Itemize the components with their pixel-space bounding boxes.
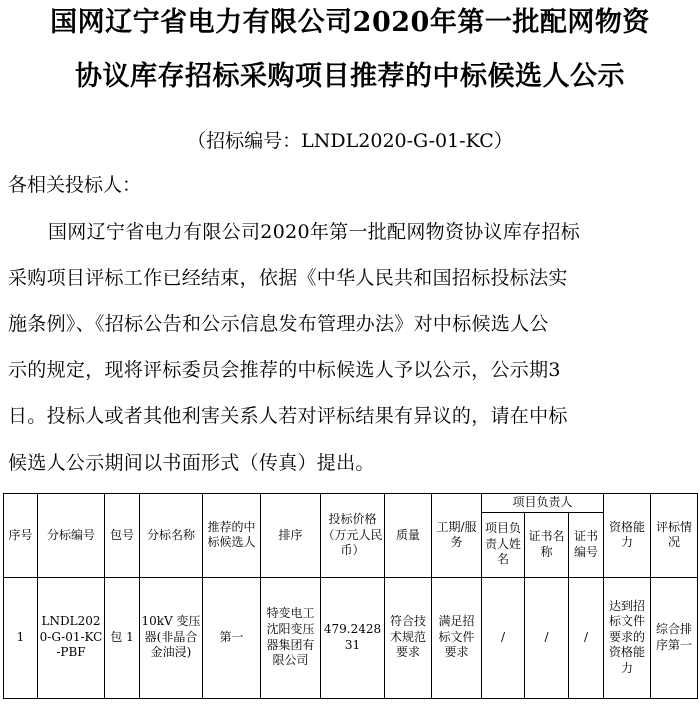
table-row [4, 577, 698, 698]
cell-evaluation: 综合排序第一 [651, 577, 698, 698]
cell-cert-no: / [569, 577, 604, 698]
header-seq: 序号 [4, 494, 38, 578]
header-lot-no: 分标编号 [38, 494, 105, 578]
header-price: 投标价格（万元人民币） [321, 494, 385, 578]
header-row [4, 494, 698, 513]
salutation: 各相关投标人： [8, 174, 142, 196]
body-line-1: 国网辽宁省电力有限公司2020年第一批配网物资协议库存招标 [48, 221, 581, 243]
cell-seq: 1 [4, 577, 38, 698]
cell-rank: 特变电工沈阳变压器集团有限公司 [261, 577, 321, 698]
header-cert-name: 证书名称 [525, 512, 569, 577]
header-qualification: 资格能力 [604, 494, 651, 578]
header-period: 工期/服务 [432, 494, 482, 578]
header-cert-no: 证书编号 [569, 512, 604, 577]
header-pm-name: 项目负责人姓名 [482, 512, 525, 577]
notice-title-line-1: 国网辽宁省电力有限公司2020年第一批配网物资 [50, 7, 650, 38]
tender-number: （招标编号：LNDL2020-G-01-KC） [187, 130, 513, 152]
header-candidate: 推荐的中标候选人 [203, 494, 261, 578]
header-rank: 排序 [261, 494, 321, 578]
body-line-3: 施条例》、《招标公告和公示信息发布管理办法》对中标候选人公 [8, 313, 549, 335]
cell-cert-name: / [525, 577, 569, 698]
cell-qualification: 达到招标文件要求的资格能力 [604, 577, 651, 698]
body-line-2: 采购项目评标工作已经结束，依据《中华人民共和国招标投标法实 [8, 267, 568, 289]
cell-pkg: 包 1 [105, 577, 140, 698]
header-quality: 质量 [385, 494, 432, 578]
body-line-4: 示的规定，现将评标委员会推荐的中标候选人予以公示，公示期3 [8, 359, 561, 381]
header-evaluation: 评标情况 [651, 494, 698, 578]
cell-pm-name: / [482, 577, 525, 698]
cell-period: 满足招标文件要求 [432, 577, 482, 698]
header-project-manager: 项目负责人 [482, 494, 604, 513]
header-pkg: 包号 [105, 494, 140, 578]
cell-quality: 符合技术规范要求 [385, 577, 432, 698]
body-line-6: 候选人公示期间以书面形式（传真）提出。 [8, 452, 375, 474]
candidate-table [3, 493, 698, 699]
cell-lot-no: LNDL2020-G-01-KC-PBF [38, 577, 105, 698]
body-line-5: 日。投标人或者其他利害关系人若对评标结果有异议的，请在中标 [8, 405, 568, 427]
cell-lot-name: 10kV 变压器(非晶合金油浸) [140, 577, 203, 698]
cell-price: 479.242831 [321, 577, 385, 698]
cell-candidate: 第一 [203, 577, 261, 698]
header-lot-name: 分标名称 [140, 494, 203, 578]
notice-title-line-2: 协议库存招标采购项目推荐的中标候选人公示 [75, 61, 625, 92]
